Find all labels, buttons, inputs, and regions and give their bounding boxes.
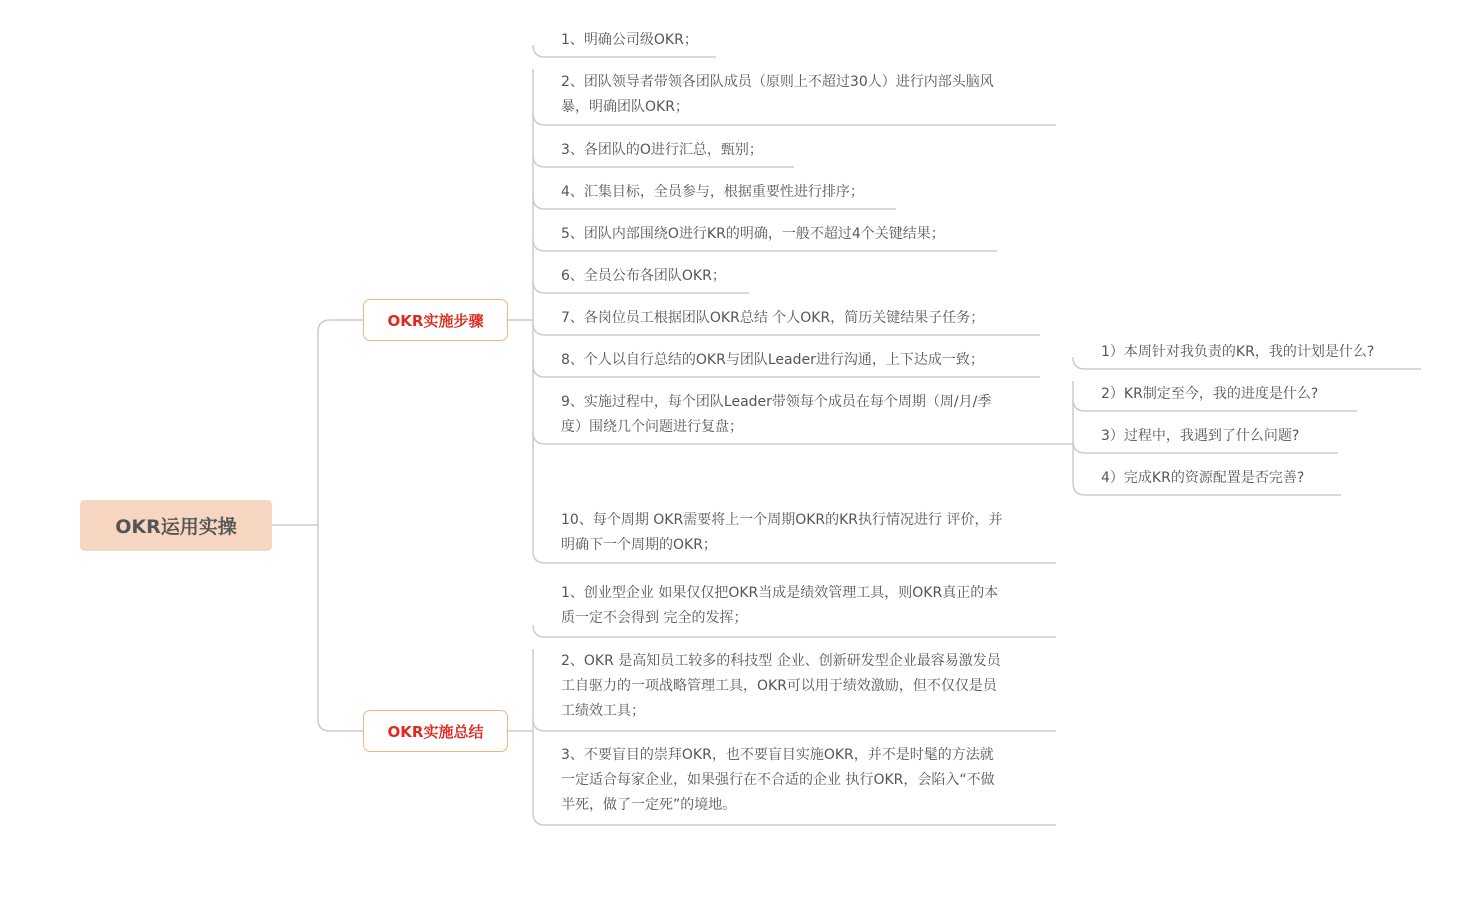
step-item-10: 10、每个周期 OKR需要将上一个周期OKR的KR执行情况进行 评价，并 明确下一个周期的OKR； bbox=[561, 512, 1003, 553]
root-node: OKR运用实操 bbox=[80, 500, 272, 551]
step-item-2: 2、团队领导者带领各团队成员（原则上不超过30人）进行内部头脑风 暴，明确团队OKR； bbox=[561, 74, 994, 115]
review-question-4: 4）完成KR的资源配置是否完善? bbox=[1101, 470, 1305, 486]
step-item-1: 1、明确公司级OKR； bbox=[561, 32, 698, 48]
review-question-1: 1）本周针对我负责的KR，我的计划是什么? bbox=[1101, 344, 1375, 360]
branch-node-summary: OKR实施总结 bbox=[363, 710, 508, 752]
review-question-2: 2）KR制定至今，我的进度是什么? bbox=[1101, 386, 1319, 402]
branch-node-steps: OKR实施步骤 bbox=[363, 299, 508, 341]
step-item-8: 8、个人以自行总结的OKR与团队Leader进行沟通，上下达成一致； bbox=[561, 352, 984, 368]
root-branch-connector bbox=[318, 320, 363, 731]
step-item-5: 5、团队内部围绕O进行KR的明确，一般不超过4个关键结果； bbox=[561, 226, 945, 242]
summary-item-2: 2、OKR 是高知员工较多的科技型 企业、创新研发型企业最容易激发员 工自驱力的一项战略管理工具，OKR可以用于绩效激励，但不仅仅是员 工绩效工具； bbox=[561, 653, 1001, 719]
review-question-3: 3）过程中，我遇到了什么问题? bbox=[1101, 428, 1300, 444]
step-item-7: 7、各岗位员工根据团队OKR总结 个人OKR，简历关键结果子任务； bbox=[561, 310, 985, 326]
step-item-9: 9、实施过程中，每个团队Leader带领每个成员在每个周期（周/月/季 度）围绕几个问题进行复盘； bbox=[561, 394, 992, 435]
summary-item-1: 1、创业型企业 如果仅仅把OKR当成是绩效管理工具，则OKR真正的本 质一定不会得到 完全的发挥； bbox=[561, 585, 999, 626]
step-item-4: 4、汇集目标，全员参与，根据重要性进行排序； bbox=[561, 184, 864, 200]
step-item-6: 6、全员公布各团队OKR； bbox=[561, 268, 726, 284]
step-item-3: 3、各团队的O进行汇总，甄别； bbox=[561, 142, 763, 158]
summary-item-3: 3、不要盲目的崇拜OKR，也不要盲目实施OKR，并不是时髦的方法就 一定适合每家企业，如果强行在不合适的企业 执行OKR，会陷入“不做 半死，做了一定死”的境地。 bbox=[561, 747, 995, 813]
